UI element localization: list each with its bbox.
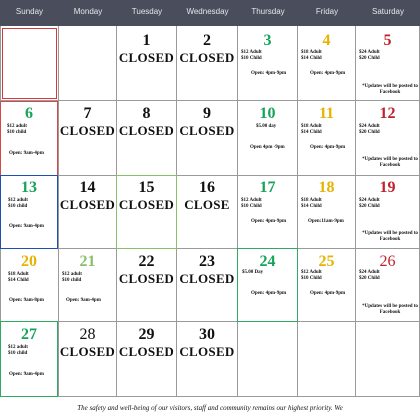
child-price: $20 Child [359,204,380,209]
day-number-5: 5 [383,32,392,49]
weekday-monday: Monday [73,7,103,16]
open-hours: Open: 4pm-9pm [310,71,346,76]
open-hours: Open: 9am-8pm [9,298,44,303]
adult-price: $12 adult [8,345,28,350]
child-price: $14 Child [301,130,322,135]
closed-label: CLOSED [179,123,235,138]
day-number-4: 4 [322,32,331,49]
adult-price: $24 Adult [359,124,380,129]
day-number-16: 16 [199,179,215,196]
closed-label: CLOSED [59,123,116,138]
facebook-note: *Updates will be posted to Facebook [362,157,418,168]
day-number-18: 18 [318,179,335,196]
child-price: $14 Child [301,56,322,61]
closed-label: CLOSED [59,344,116,359]
facebook-note: *Updates will be posted to Facebook [362,84,418,95]
day-number-6: 6 [25,105,33,122]
child-price: $10 Child [301,276,322,281]
adult-price: $12 adult [8,198,28,203]
adult-price: $24 Adult [359,50,380,55]
day-number-12: 12 [379,105,396,122]
weekday-sunday: Sunday [15,7,44,16]
day-number-27: 27 [21,326,37,343]
child-price: $14 Child [301,204,322,209]
open-hours: Open: 4pm-9pm [251,71,287,76]
open-hours: Open: 9am-4pm [66,298,101,303]
open-hours: Open: 4pm-9pm [310,145,346,150]
adult-price: $18 Adult [301,50,322,55]
day-number-30: 30 [199,326,215,343]
grid-line [0,248,420,249]
open-hours: Open: 9am-4pm [9,151,44,156]
adult-price: $18 Adult [8,272,29,277]
day-number-13: 13 [21,179,37,196]
grid-line [355,26,356,396]
adult-price: $18 Adult [301,124,322,129]
day-number-28: 28 [79,326,96,343]
child-price: $10 Child [241,204,262,209]
grid-line [0,100,420,101]
child-price: $14 Child [8,278,29,283]
child-price: $20 Child [359,276,380,281]
closed-label: CLOSED [179,50,235,65]
empty-day-cell [2,28,57,99]
adult-price: $12 Adult [301,270,322,275]
day-number-21: 21 [79,253,96,270]
grid-line [0,175,420,176]
facebook-note: *Updates will be posted to Facebook [362,304,418,315]
day-number-2: 2 [203,32,211,49]
closed-label: CLOSED [118,50,175,65]
closed-label: CLOSED [118,123,175,138]
child-price: $10 child [62,278,82,283]
closed-label: CLOSED [179,344,235,359]
adult-price: $18 Adult [301,198,322,203]
day-price: $5.00 day [256,124,277,129]
day-number-14: 14 [79,179,96,196]
weekday-saturday: Saturday [371,7,405,16]
adult-price: $12 adult [7,124,27,129]
closed-label: CLOSE [184,197,230,212]
closed-label: CLOSED [118,197,175,212]
adult-price: $12 adult [62,272,82,277]
adult-price: $12 Adult [241,50,262,55]
day-number-3: 3 [263,32,272,49]
open-hours: Open: 9am-4pm [9,372,44,377]
open-hours: Open: 4pm-9pm [251,219,287,224]
day-number-11: 11 [318,105,335,122]
grid-line [297,26,298,396]
day-number-24: 24 [259,253,276,270]
closed-label: CLOSED [179,271,235,286]
open-hours: Open:11am-9pm [308,219,344,224]
day-number-29: 29 [138,326,155,343]
day-number-7: 7 [83,105,92,122]
day-number-20: 20 [21,253,37,270]
day-number-17: 17 [259,179,276,196]
adult-price: $24 Adult [359,198,380,203]
day-number-26: 26 [379,253,396,270]
open-hours: Open 4pm -9pm [250,145,285,150]
day-number-25: 25 [318,253,335,270]
closed-label: CLOSED [118,344,175,359]
weekday-wednesday: Wednesday [186,7,229,16]
child-price: $10 child [8,204,28,209]
grid-line [0,396,420,397]
closed-label: CLOSED [59,197,116,212]
child-price: $10 child [7,130,27,135]
closed-label: CLOSED [118,271,175,286]
day-number-1: 1 [142,32,151,49]
adult-price: $24 Adult [359,270,380,275]
facebook-note: *Updates will be posted to Facebook [362,231,418,242]
child-price: $10 Child [241,56,262,61]
day-number-19: 19 [379,179,396,196]
weekday-friday: Friday [315,7,339,16]
open-hours: Open: 4pm-9pm [310,291,346,296]
day-number-10: 10 [259,105,276,122]
day-number-22: 22 [138,253,155,270]
child-price: $20 Child [359,130,380,135]
weekday-thursday: Thursday [251,7,285,16]
day-price: $5.00 Day [242,270,264,275]
day-number-23: 23 [199,253,215,270]
day-number-9: 9 [203,105,211,122]
grid-line [0,321,420,322]
child-price: $20 Child [359,56,380,61]
day-number-15: 15 [138,179,155,196]
child-price: $10 child [8,351,28,356]
footer-notice: The safety and well-being of our visitors, staff and community remains our highest priority. We [77,404,343,412]
weekday-tuesday: Tuesday [131,7,163,16]
day-number-8: 8 [142,105,151,122]
adult-price: $12 Adult [241,198,262,203]
open-hours: Open: 9am-4pm [9,224,44,229]
grid-line [237,26,238,396]
open-hours: Open: 4pm-9pm [251,291,287,296]
